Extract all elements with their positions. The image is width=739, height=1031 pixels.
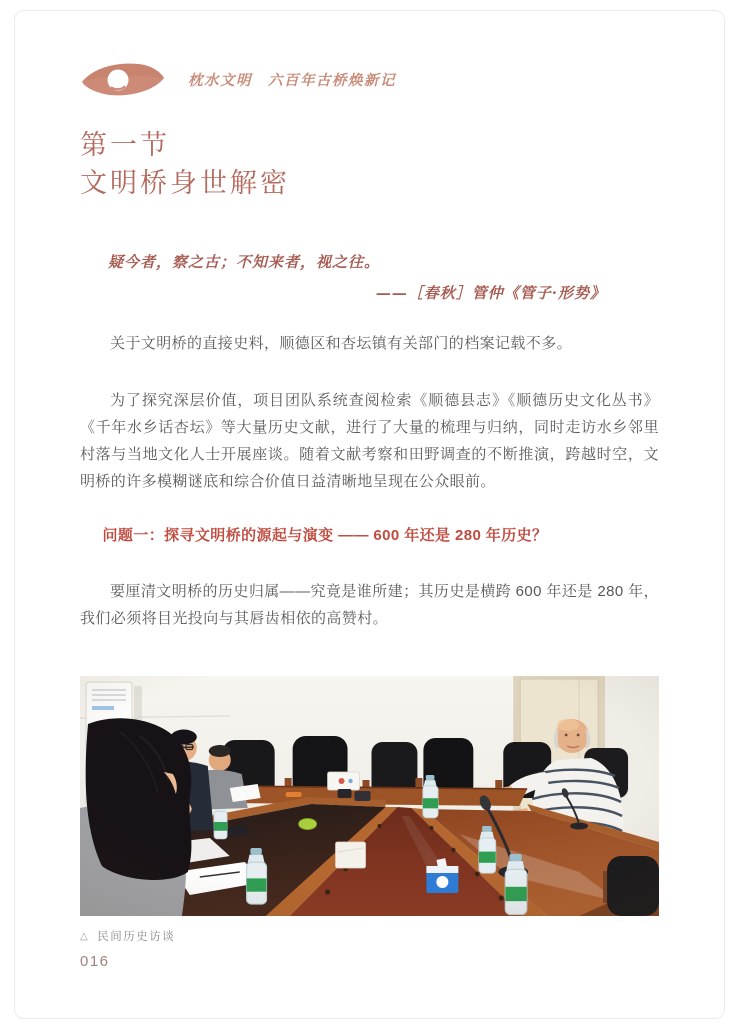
section-heading [80,126,659,202]
body-paragraph: 关于文明桥的直接史料，顺德区和杏坛镇有关部门的档案记载不多。 [110,335,573,352]
epigraph [80,252,659,303]
book-title: 六百年古桥焕新记 [268,71,396,89]
question-heading: 问题一：探寻文明桥的源起与演变 —— 600 年还是 280 年历史？ [102,527,548,544]
body-paragraph: 要厘清文明桥的历史归属——究竟是谁所建；其历史是横跨 600 年还是 280 年，我们必须将目光投向与其唇齿相依的高赞村。 [80,583,659,627]
interview-photo [80,676,659,916]
caption-text: 民间历史访谈 [97,931,176,943]
bridge-logo-icon [80,57,166,101]
section-title: 文明桥身世解密 [80,168,290,198]
figure-caption [80,928,659,944]
running-head [188,69,396,90]
page-header [80,57,659,101]
figure [80,676,659,944]
triangle-marker: △ [80,930,90,942]
epigraph-text: 疑今者，察之古；不知来者，视之往。 [108,253,381,271]
section-label: 第一节 [80,130,170,160]
epigraph-attribution: ——［春秋］管仲《管子·形势》 [375,284,606,302]
body-paragraph: 为了探究深层价值，项目团队系统查阅检索《顺德县志》《顺德历史文化丛书》《千年水乡话杏坛》等大量历史文献，进行了大量的梳理与归纳，同时走访水乡邻里村落与当地文化人士开展座谈。随着文献考察和田野调查的不断推演，跨越时空，文明桥的许多模糊谜底和综合价值日益清晰地呈现在公众眼前。 [80,392,659,490]
series-title: 枕水文明 [188,71,252,89]
page-number: 016 [80,953,110,970]
